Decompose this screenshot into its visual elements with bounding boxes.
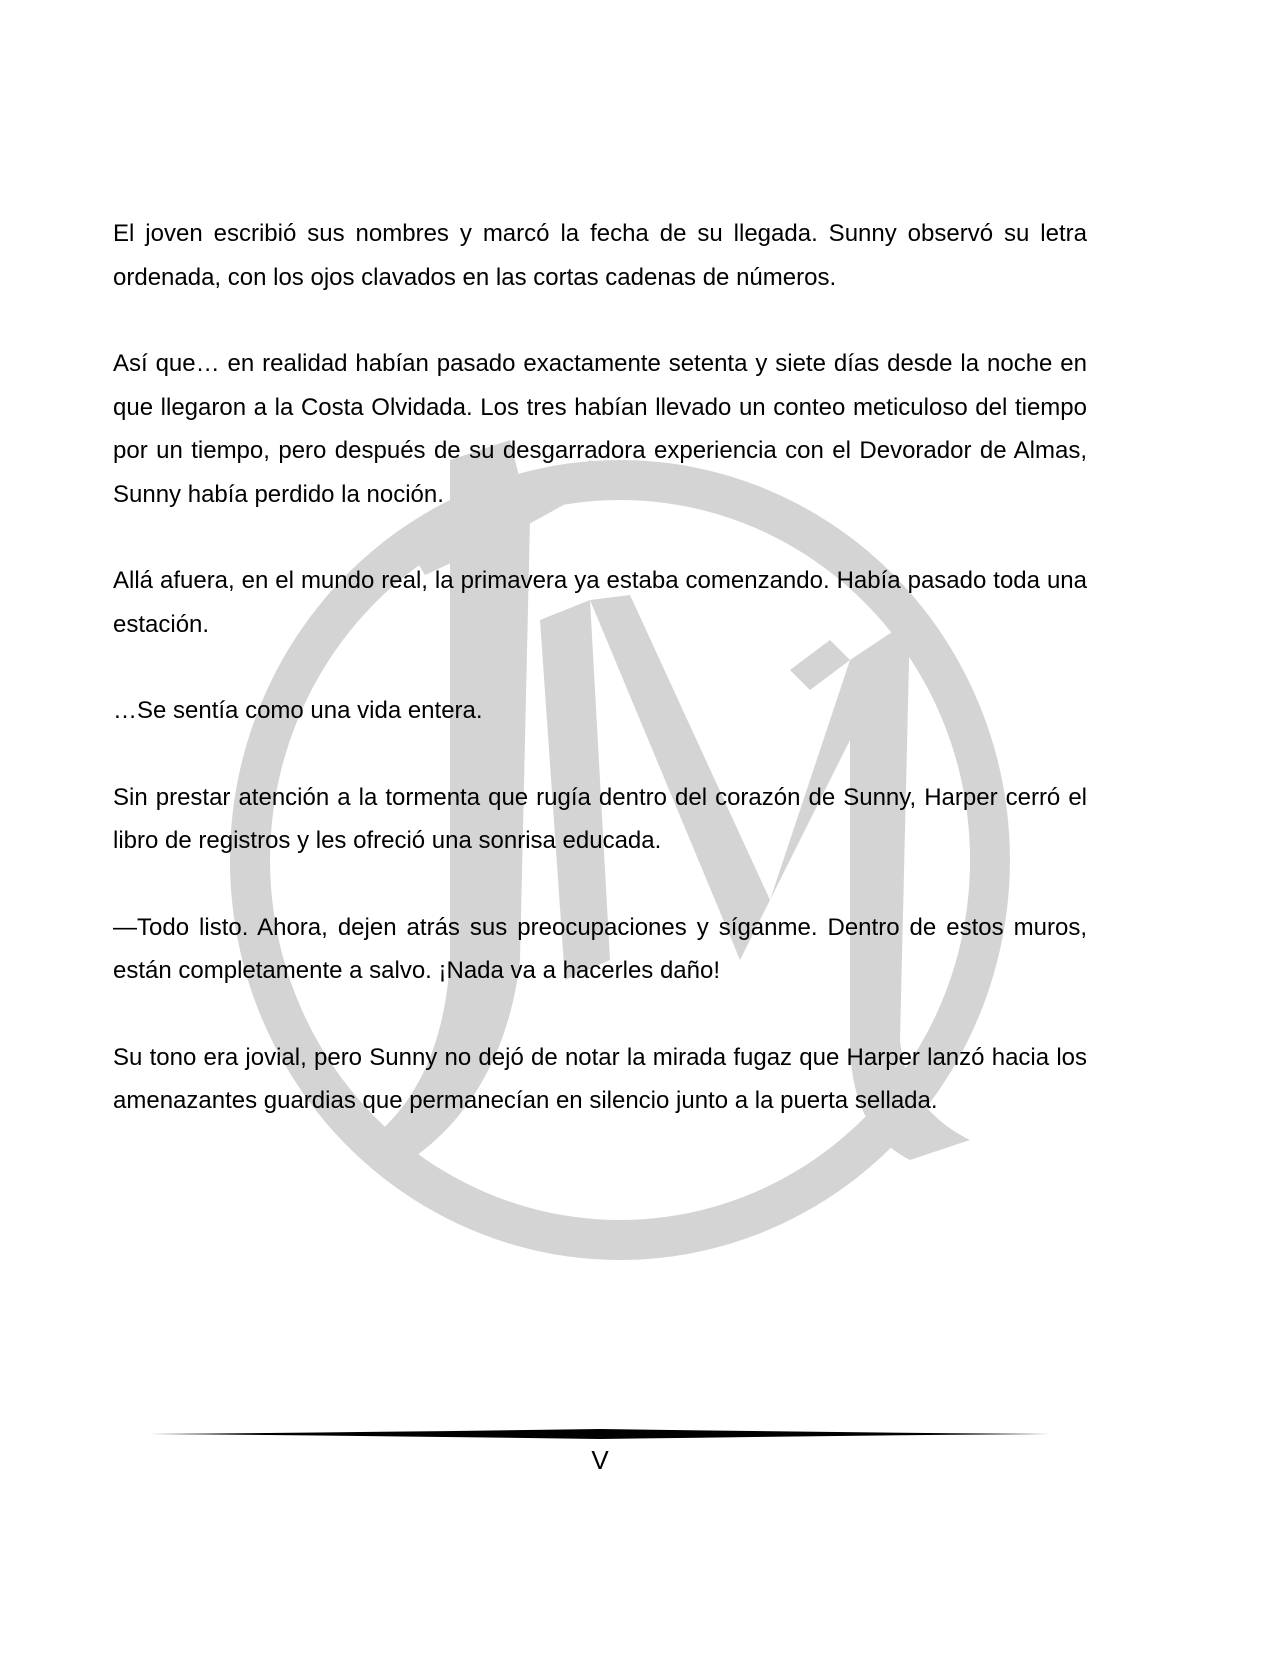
paragraph: —Todo listo. Ahora, dejen atrás sus preocupaciones y síganme. Dentro de estos muros, están completamente a salvo. ¡Nada va a hacerles daño! bbox=[113, 913, 1087, 984]
paragraph: El joven escribió sus nombres y marcó la fecha de su llegada. Sunny observó su letra ordenada, con los ojos clavados en las cortas cadenas de números. bbox=[113, 220, 1087, 291]
paragraph: Su tono era jovial, pero Sunny no dejó de notar la mirada fugaz que Harper lanzó hacia los amenazantes guardias que permanecían en silencio junto a la puerta sellada. bbox=[113, 1043, 1087, 1114]
page-number: V bbox=[591, 1445, 609, 1475]
paragraph: …Se sentía como una vida entera. bbox=[113, 697, 483, 724]
footer-divider bbox=[150, 1428, 1050, 1440]
paragraph: Allá afuera, en el mundo real, la primavera ya estaba comenzando. Había pasado toda una estación. bbox=[113, 567, 1087, 638]
paragraph: Así que… en realidad habían pasado exactamente setenta y siete días desde la noche en que llegaron a la Costa Olvidada. Los tres habían llevado un conteo meticuloso del tiempo por un tiempo, pero después de su desgarradora experiencia con el Devorador de Almas, Sunny había perdido la noción. bbox=[113, 350, 1087, 508]
page-body bbox=[113, 212, 1087, 1166]
paragraph: Sin prestar atención a la tormenta que rugía dentro del corazón de Sunny, Harper cerró el libro de registros y les ofreció una sonrisa educada. bbox=[113, 783, 1087, 854]
